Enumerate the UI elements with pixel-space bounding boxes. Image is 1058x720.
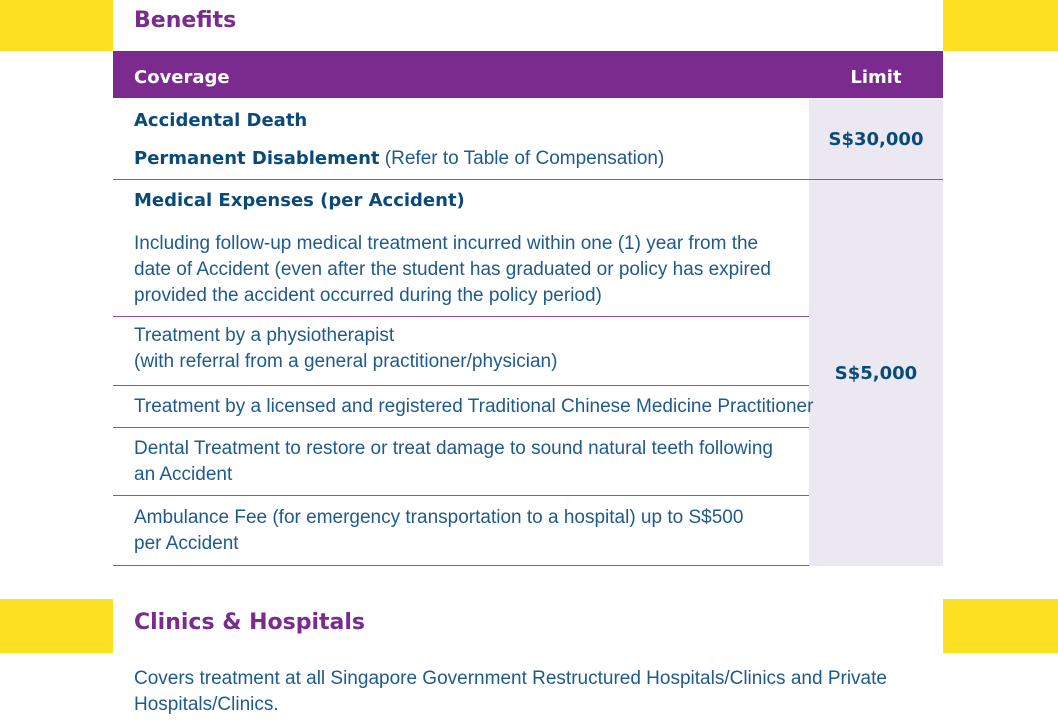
coverage-header: Coverage: [134, 67, 230, 88]
medical-expenses-heading: Medical Expenses (per Accident): [134, 190, 465, 211]
divider-item4: [113, 495, 809, 496]
medical-item-dental: [134, 436, 773, 488]
dental-line1: Dental Treatment to restore or treat damage to sound natural teeth following: [134, 438, 773, 459]
ambulance-line1: Ambulance Fee (for emergency transportation to a hospital) up to S$500: [134, 507, 744, 528]
medical-item-tcm: [134, 394, 813, 420]
divider-item1: [113, 316, 809, 317]
accidental-death-label: Accidental Death: [134, 110, 308, 131]
benefits-title: Benefits: [134, 8, 237, 33]
dental-line2: an Accident: [134, 464, 233, 485]
clinics-title: Clinics & Hospitals: [134, 610, 365, 635]
permanent-disablement-note: (Refer to Table of Compensation): [379, 148, 665, 169]
limit-cell-accident: S$30,000: [809, 98, 943, 180]
physio-line1: Treatment by a physiotherapist: [134, 325, 395, 346]
divider-group1: [113, 179, 943, 180]
divider-bottom: [113, 565, 809, 566]
followup-line2: date of Accident (even after the student has graduated or policy has expired: [134, 259, 771, 280]
divider-item3: [113, 427, 809, 428]
benefits-title-panel: [113, 0, 943, 51]
physio-line2: (with referral from a general practitioner/physician): [134, 351, 558, 372]
limit-cell-medical: S$5,000: [809, 180, 943, 566]
followup-line3: provided the accident occurred during the policy period): [134, 285, 602, 306]
limit-header: Limit: [850, 67, 902, 88]
permanent-disablement-row: [134, 146, 664, 172]
permanent-disablement-label: Permanent Disablement: [134, 148, 380, 169]
tcm-line1: Treatment by a licensed and registered Traditional Chinese Medicine Practitioner: [134, 396, 814, 417]
clinics-description: [134, 666, 887, 718]
benefits-table-header: [113, 51, 943, 98]
medical-item-ambulance: [134, 505, 743, 557]
clinics-line1: Covers treatment at all Singapore Government Restructured Hospitals/Clinics and Private: [134, 668, 887, 689]
medical-item-physiotherapist: [134, 323, 557, 375]
divider-item2: [113, 385, 809, 386]
followup-line1: Including follow-up medical treatment incurred within one (1) year from the: [134, 233, 759, 254]
ambulance-line2: per Accident: [134, 533, 239, 554]
medical-item-followup: [134, 231, 771, 309]
clinics-line2: Hospitals/Clinics.: [134, 694, 279, 715]
